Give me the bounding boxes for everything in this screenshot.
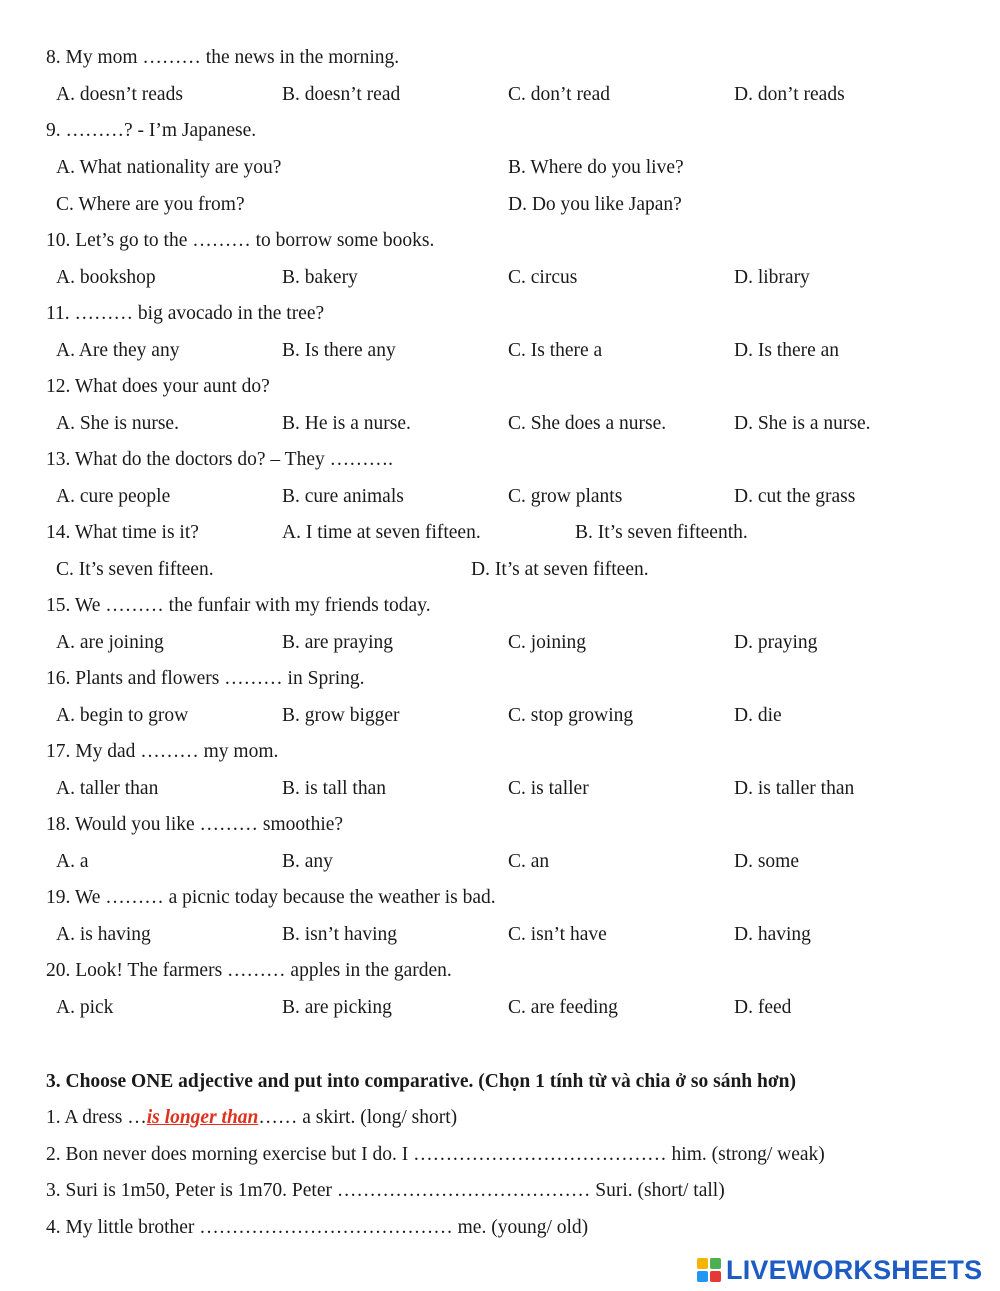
question-14-options xyxy=(0,556,1000,584)
option-b[interactable]: B. isn’t having xyxy=(282,924,398,945)
question-15 xyxy=(0,592,1000,620)
question-stem: 15. We ……… the funfair with my friends today. xyxy=(46,595,431,616)
option-a[interactable]: A. She is nurse. xyxy=(56,413,179,434)
option-d[interactable]: D. It’s at seven fifteen. xyxy=(471,559,649,580)
question-9-options-row1 xyxy=(0,154,1000,182)
option-b[interactable]: B. It’s seven fifteenth. xyxy=(575,522,748,543)
option-c[interactable]: C. Where are you from? xyxy=(56,194,245,215)
option-a[interactable]: A. is having xyxy=(56,924,151,945)
question-stem: 9. ………? - I’m Japanese. xyxy=(46,120,257,141)
question-stem: 16. Plants and flowers ……… in Spring. xyxy=(46,668,365,689)
option-c[interactable]: C. don’t read xyxy=(508,84,610,105)
option-d[interactable]: D. is taller than xyxy=(734,778,855,799)
question-11-options xyxy=(0,337,1000,365)
question-stem: 10. Let’s go to the ……… to borrow some books. xyxy=(46,230,435,251)
sentence-2-text[interactable]: 2. Bon never does morning exercise but I do. I ………………………………… him. (strong/ weak) xyxy=(46,1144,825,1165)
question-20 xyxy=(0,957,1000,985)
option-c[interactable]: C. stop growing xyxy=(508,705,634,726)
answer-field-1[interactable]: is longer than xyxy=(146,1107,259,1128)
question-10 xyxy=(0,227,1000,255)
question-13 xyxy=(0,446,1000,474)
option-b[interactable]: B. He is a nurse. xyxy=(282,413,411,434)
option-b[interactable]: B. grow bigger xyxy=(282,705,400,726)
question-stem: 20. Look! The farmers ……… apples in the garden. xyxy=(46,960,452,981)
option-d[interactable]: D. some xyxy=(734,851,799,872)
question-9 xyxy=(0,117,1000,145)
option-c[interactable]: C. isn’t have xyxy=(508,924,607,945)
option-c[interactable]: C. joining xyxy=(508,632,587,653)
logo-text: LIVEWORKSHEETS xyxy=(726,1254,983,1285)
option-c[interactable]: C. are feeding xyxy=(508,997,618,1018)
sentence-2 xyxy=(0,1141,1000,1169)
sentence-1 xyxy=(0,1104,1000,1132)
liveworksheets-logo xyxy=(697,1252,982,1288)
option-d[interactable]: D. Do you like Japan? xyxy=(508,194,682,215)
question-19-options xyxy=(0,921,1000,949)
question-stem: 17. My dad ……… my mom. xyxy=(46,741,279,762)
option-d[interactable]: D. library xyxy=(734,267,810,288)
option-b[interactable]: B. cure animals xyxy=(282,486,404,507)
option-b[interactable]: B. is tall than xyxy=(282,778,386,799)
question-9-options-row2 xyxy=(0,191,1000,219)
question-8-options xyxy=(0,81,1000,109)
question-stem: 19. We ……… a picnic today because the weather is bad. xyxy=(46,887,496,908)
option-a[interactable]: A. bookshop xyxy=(56,267,156,288)
sentence-3-text[interactable]: 3. Suri is 1m50, Peter is 1m70. Peter ………………………………… Suri. (short/ tall) xyxy=(46,1180,725,1201)
option-d[interactable]: D. die xyxy=(734,705,782,726)
option-a[interactable]: A. What nationality are you? xyxy=(56,157,282,178)
sentence-4 xyxy=(0,1214,1000,1242)
option-d[interactable]: D. feed xyxy=(734,997,792,1018)
option-c[interactable]: C. grow plants xyxy=(508,486,623,507)
option-a[interactable]: A. I time at seven fifteen. xyxy=(282,522,481,543)
option-a[interactable]: A. begin to grow xyxy=(56,705,189,726)
option-b[interactable]: B. bakery xyxy=(282,267,358,288)
option-b[interactable]: B. Where do you live? xyxy=(508,157,684,178)
question-stem: 12. What does your aunt do? xyxy=(46,376,270,397)
question-16 xyxy=(0,665,1000,693)
option-a[interactable]: A. doesn’t reads xyxy=(56,84,183,105)
question-11 xyxy=(0,300,1000,328)
option-c[interactable]: C. circus xyxy=(508,267,578,288)
sentence-1-before: 1. A dress … xyxy=(46,1107,147,1128)
question-18-options xyxy=(0,848,1000,876)
section-heading: 3. Choose ONE adjective and put into comparative. (Chọn 1 tính từ và chia ở so sánh hơn) xyxy=(46,1071,796,1092)
option-d[interactable]: D. She is a nurse. xyxy=(734,413,871,434)
question-stem: 13. What do the doctors do? – They ………. xyxy=(46,449,393,470)
option-d[interactable]: D. having xyxy=(734,924,811,945)
question-20-options xyxy=(0,994,1000,1022)
option-c[interactable]: C. It’s seven fifteen. xyxy=(56,559,214,580)
option-a[interactable]: A. a xyxy=(56,851,89,872)
option-b[interactable]: B. doesn’t read xyxy=(282,84,401,105)
question-12-options xyxy=(0,410,1000,438)
option-a[interactable]: A. Are they any xyxy=(56,340,180,361)
question-stem: 11. ……… big avocado in the tree? xyxy=(46,303,325,324)
option-d[interactable]: D. Is there an xyxy=(734,340,840,361)
question-18 xyxy=(0,811,1000,839)
option-c[interactable]: C. is taller xyxy=(508,778,589,799)
option-d[interactable]: D. praying xyxy=(734,632,818,653)
question-12 xyxy=(0,373,1000,401)
question-14 xyxy=(0,519,1000,547)
liveworksheets-logo-icon xyxy=(697,1258,721,1282)
question-8 xyxy=(0,44,1000,72)
question-19 xyxy=(0,884,1000,912)
option-b[interactable]: B. are praying xyxy=(282,632,394,653)
option-c[interactable]: C. She does a nurse. xyxy=(508,413,667,434)
question-17-options xyxy=(0,775,1000,803)
section-3-heading xyxy=(0,1068,1000,1096)
option-c[interactable]: C. an xyxy=(508,851,550,872)
sentence-4-text[interactable]: 4. My little brother ………………………………… me. (young/ old) xyxy=(46,1217,589,1238)
sentence-3 xyxy=(0,1177,1000,1205)
option-c[interactable]: C. Is there a xyxy=(508,340,603,361)
question-17 xyxy=(0,738,1000,766)
option-b[interactable]: B. are picking xyxy=(282,997,392,1018)
option-b[interactable]: B. any xyxy=(282,851,333,872)
option-a[interactable]: A. taller than xyxy=(56,778,159,799)
option-d[interactable]: D. cut the grass xyxy=(734,486,856,507)
question-stem: 18. Would you like ……… smoothie? xyxy=(46,814,344,835)
option-d[interactable]: D. don’t reads xyxy=(734,84,845,105)
option-a[interactable]: A. cure people xyxy=(56,486,171,507)
option-a[interactable]: A. are joining xyxy=(56,632,164,653)
sentence-1-text xyxy=(46,1104,457,1132)
question-10-options xyxy=(0,264,1000,292)
question-13-options xyxy=(0,483,1000,511)
question-16-options xyxy=(0,702,1000,730)
question-stem: 8. My mom ……… the news in the morning. xyxy=(46,47,400,68)
option-a[interactable]: A. pick xyxy=(56,997,114,1018)
option-b[interactable]: B. Is there any xyxy=(282,340,396,361)
question-stem: 14. What time is it? xyxy=(46,522,199,543)
question-15-options xyxy=(0,629,1000,657)
sentence-1-after: …… a skirt. (long/ short) xyxy=(258,1107,458,1128)
